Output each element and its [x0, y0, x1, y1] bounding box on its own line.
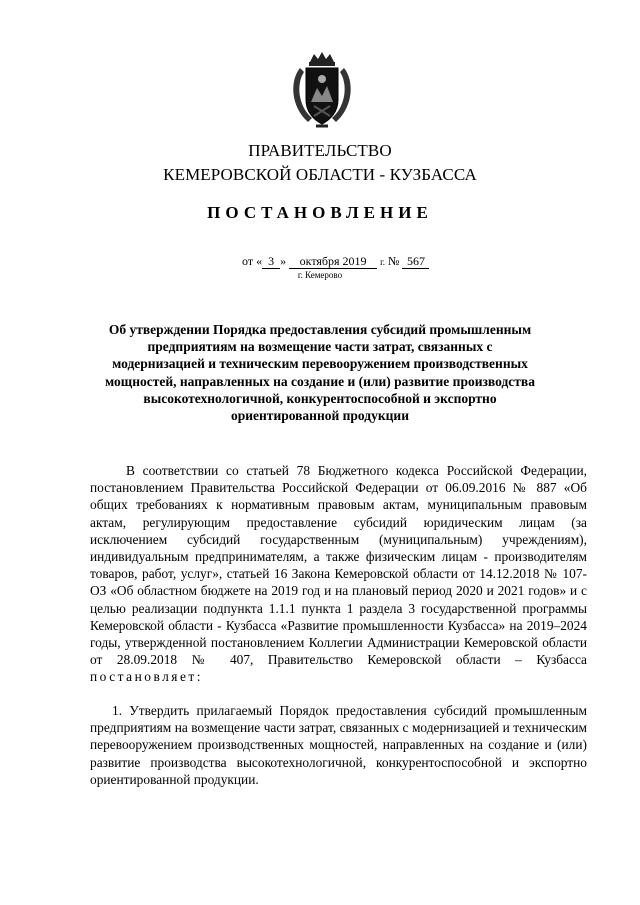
preamble-text: В соответствии со статьей 78 Бюджетного кодекса Российской Федерации, постановлением Правительства Российской Федерации от 06.09.2016 № 887 «Об общих требованиях к нормативным правовым актам, муниципальным правовым актам, регулирующим предоставление субсидий юридическим лицам (за исключением субсидий государственным (муниципальным) учреждениям), индивидуальным предпринимателям, а также физическим лицам - производителям товаров, работ, услуг», статьей 16 Закона Кемеровской области от 14.12.2018 № 107-ОЗ «Об областном бюджете на 2019 год и на плановый период 2020 и 2021 годов» и с целью реализации подпункта 1.1.1 пункта 1 раздела 3 государственной программы Кемеровской области - Кузбасса «Развитие промышленности Кузбасса» на 2019–2024 годы, утвержденной постановлением Коллегии Администрации Кемеровской области от 28.09.2018 № 407, Правительство Кемеровской области – Кузбасса — [90, 463, 587, 668]
date-mid: » — [280, 254, 287, 268]
coat-of-arms-icon — [286, 50, 358, 132]
number-label: № — [388, 254, 400, 268]
document-type: ПОСТАНОВЛЕНИЕ — [207, 203, 433, 222]
document-title: Об утверждении Порядка предоставления субсидий промышленным предприятиям на возмещение части затрат, связанных с модернизацией и техническим перевооружением производственных мощностей, направленных на создание и (или) развитие производства высокотехнологичной, конкурентоспособной и экспортно ориентированной продукции — [105, 322, 535, 424]
date-prefix: от « — [242, 254, 263, 268]
government-name-line1: ПРАВИТЕЛЬСТВО — [248, 141, 392, 160]
city: г. Кемерово — [297, 270, 343, 280]
date-year-suffix: г. — [380, 257, 386, 267]
resolve-word: постановляет: — [90, 669, 203, 685]
date-month-year: октября 2019 — [289, 255, 377, 269]
date-number-line — [242, 254, 429, 269]
paragraph-preamble — [90, 462, 587, 686]
paragraph-item-1: 1. Утвердить прилагаемый Порядок предоставления субсидий промышленным предприятиям на возмещение части затрат, связанных с модернизацией и техническим перевооружением производственных мощностей, направленных на создание и (или) развитие производства высокотехнологичной, конкурентоспособной и экспортно ориентированной продукции. — [90, 703, 587, 787]
government-name-line2: КЕМЕРОВСКОЙ ОБЛАСТИ - КУЗБАССА — [163, 165, 477, 184]
document-number: 567 — [402, 255, 429, 269]
date-day: 3 — [262, 255, 280, 269]
